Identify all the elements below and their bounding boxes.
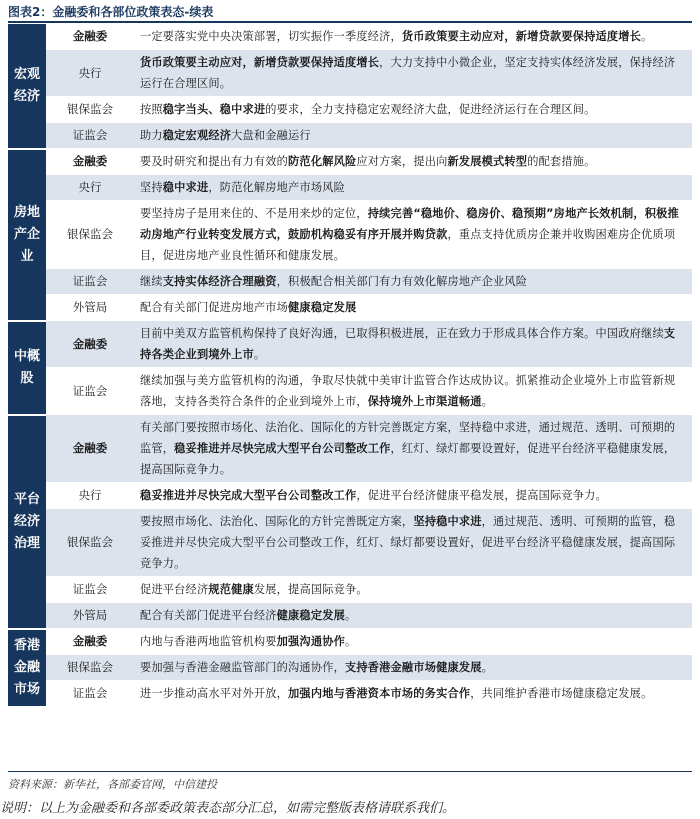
table-row — [8, 295, 692, 321]
table-row — [8, 577, 692, 603]
regulator-cell: 银保监会 — [46, 97, 134, 123]
statement-text: 目前中美双方监管机构保持了良好沟通，已取得积极进展，正在致力于形成具体合作方案。中国政府继续 — [140, 327, 664, 340]
regulator-cell: 央行 — [46, 175, 134, 201]
policy-statement-cell — [134, 269, 692, 295]
statement-text: 的要求，全力支持稳定宏观经济大盘，促进经济运行在合理区间。 — [265, 103, 596, 116]
regulator-cell: 证监会 — [46, 577, 134, 603]
regulator-cell: 金融委 — [46, 321, 134, 368]
statement-text: 继续加强与美方监管机构的沟通，争取尽快就中美审计监管合作达成协议。抓紧推动企业境外上市监管新规落地，支持各类符合条件的企业到境外上市， — [140, 374, 676, 408]
statement-text: 。 — [641, 30, 653, 43]
statement-text: 进一步推动高水平对外开放， — [140, 687, 289, 700]
regulator-cell: 证监会 — [46, 123, 134, 149]
emphasis-text: 健康稳定发展 — [288, 301, 357, 314]
regulator-cell: 银保监会 — [46, 509, 134, 577]
statement-text: 有关部门要按照市场化、法治化、国际化的方针完善既定方案，坚持稳中求进，通过规范、透明、可预期的监管， — [140, 421, 676, 455]
policy-statement-cell — [134, 483, 692, 509]
statement-text: ，促进平台经济健康平稳发展，提高国际竞争力。 — [356, 489, 607, 502]
statement-text: 要坚持房子是用来住的、不是用来炒的定位， — [140, 207, 368, 220]
emphasis-text: 持续完善“稳地价、稳房价、稳预期”房地产长效机制，积极推动房地产行业转变发展方式，鼓励机构稳妥有序开展并购贷款 — [140, 207, 679, 241]
statement-text: 。 — [481, 395, 494, 408]
category-cell: 香港金融市场 — [8, 629, 46, 707]
table-row — [8, 175, 692, 201]
title-rule — [8, 21, 692, 23]
policy-statement-cell — [134, 509, 692, 577]
statement-text: 发展，提高国际竞争。 — [253, 583, 368, 596]
policy-statement-cell — [134, 24, 692, 50]
statement-text: 继续 — [140, 275, 163, 288]
policy-statement-cell — [134, 629, 692, 655]
statement-text: 坚持 — [140, 181, 163, 194]
statement-text: ，通过规范、透明、可预期的监管，稳妥推进并尽快完成大型平台公司整改工作，红灯、绿灯都要设置好，促进平台经济平稳健康发展，提高国际竞争力。 — [140, 515, 676, 570]
table-row — [8, 368, 692, 415]
statement-text: 应对方案，提出向 — [356, 155, 448, 168]
source-note: 资料来源：新华社，各部委官网，中信建投 — [8, 778, 217, 791]
figure-title: 图表2：金融委和各部位政策表态-续表 — [8, 5, 214, 19]
emphasis-text: 货币政策要主动应对，新增贷款要保持适度增长 — [140, 56, 380, 69]
explanation-note: 说明：以上为金融委和各部委政策表态部分汇总，如需完整版表格请联系我们。 — [0, 801, 456, 816]
policy-statement-cell — [134, 655, 692, 681]
statement-text: 配合有关部门促进平台经济 — [140, 609, 277, 622]
emphasis-text: 稳妥推进并尽快完成大型平台公司整改工作 — [140, 489, 357, 502]
table-row — [8, 655, 692, 681]
table-row — [8, 269, 692, 295]
emphasis-text: 稳字当头、稳中求进 — [162, 103, 266, 116]
emphasis-text: 加强沟通协作 — [276, 635, 345, 648]
table-row — [8, 603, 692, 629]
statement-text: 要加强与香港金融监管部门的沟通协作， — [140, 661, 345, 674]
regulator-cell: 金融委 — [46, 415, 134, 483]
statement-text: 促进平台经济 — [140, 583, 209, 596]
emphasis-text: 健康稳定发展 — [276, 609, 345, 622]
policy-statement-cell — [134, 603, 692, 629]
table-row — [8, 483, 692, 509]
emphasis-text: 新发展模式转型 — [447, 155, 528, 168]
emphasis-text: 防范化解风险 — [288, 155, 357, 168]
table-row — [8, 321, 692, 368]
policy-table-wrap — [8, 24, 692, 708]
policy-statement-cell — [134, 201, 692, 269]
regulator-cell: 金融委 — [46, 149, 134, 175]
policy-table — [8, 24, 692, 708]
category-cell: 房地产企业 — [8, 149, 46, 321]
table-row — [8, 97, 692, 123]
table-row — [8, 629, 692, 655]
policy-statement-cell — [134, 175, 692, 201]
emphasis-text: 稳妥推进并尽快完成大型平台公司整改工作 — [174, 442, 391, 455]
policy-statement-cell — [134, 577, 692, 603]
regulator-cell: 证监会 — [46, 681, 134, 707]
emphasis-text: 加强内地与香港资本市场的务实合作 — [288, 687, 471, 700]
regulator-cell: 银保监会 — [46, 201, 134, 269]
statement-text: 要及时研究和提出有力有效的 — [140, 155, 289, 168]
policy-statement-cell — [134, 149, 692, 175]
statement-text: 要按照市场化、法治化、国际化的方针完善既定方案， — [140, 515, 414, 528]
regulator-cell: 央行 — [46, 50, 134, 97]
policy-statement-cell — [134, 321, 692, 368]
emphasis-text: 坚持稳中求进 — [413, 515, 482, 528]
statement-text: 的配套措施。 — [527, 155, 596, 168]
table-row — [8, 50, 692, 97]
statement-text: 。 — [344, 635, 357, 648]
emphasis-text: 货币政策要主动应对，新增贷款要保持适度增长 — [401, 30, 642, 43]
emphasis-text: 保持境外上市渠道畅通 — [367, 395, 482, 408]
statement-text: 。 — [253, 348, 266, 361]
policy-statement-cell — [134, 97, 692, 123]
regulator-cell: 金融委 — [46, 24, 134, 50]
emphasis-text: 规范健康 — [208, 583, 254, 596]
table-row — [8, 149, 692, 175]
emphasis-text: 支持各类企业到境外上市 — [140, 327, 676, 361]
table-row — [8, 24, 692, 50]
policy-statement-cell — [134, 50, 692, 97]
emphasis-text: 稳定宏观经济 — [162, 129, 232, 142]
statement-text: 配合有关部门促进房地产市场 — [140, 301, 289, 314]
bottom-rule — [8, 771, 692, 772]
statement-text: 助力 — [140, 129, 163, 142]
emphasis-text: 稳中求进 — [162, 181, 209, 194]
statement-text: 大盘和金融运行 — [231, 129, 311, 142]
regulator-cell: 外管局 — [46, 295, 134, 321]
statement-text: ，共同维护香港市场健康稳定发展。 — [470, 687, 653, 700]
statement-text: 内地与香港两地监管机构要 — [140, 635, 277, 648]
statement-text: 按照 — [140, 103, 163, 116]
emphasis-text: 支持实体经济合理融资 — [162, 275, 277, 288]
regulator-cell: 金融委 — [46, 629, 134, 655]
regulator-cell: 银保监会 — [46, 655, 134, 681]
statement-text: 。 — [481, 661, 494, 674]
emphasis-text: 支持香港金融市场健康发展 — [344, 661, 482, 674]
policy-statement-cell — [134, 368, 692, 415]
table-row — [8, 415, 692, 483]
policy-statement-cell — [134, 681, 692, 707]
policy-table-body — [8, 24, 692, 707]
table-row — [8, 681, 692, 707]
table-row — [8, 201, 692, 269]
policy-statement-cell — [134, 415, 692, 483]
table-row — [8, 123, 692, 149]
policy-statement-cell — [134, 295, 692, 321]
statement-text: ，红灯、绿灯都要设置好，促进平台经济平稳健康发展，提高国际竞争力。 — [140, 442, 676, 476]
category-cell: 中概股 — [8, 321, 46, 415]
statement-text: ，重点支持优质房企兼并收购困难房企优质项目，促进房地产业良性循环和健康发展。 — [140, 228, 676, 262]
regulator-cell: 证监会 — [46, 269, 134, 295]
policy-statement-cell — [134, 123, 692, 149]
regulator-cell: 外管局 — [46, 603, 134, 629]
statement-text: 一定要落实党中央决策部署，切实振作一季度经济， — [140, 30, 402, 43]
statement-text: ，防范化解房地产市场风险 — [208, 181, 345, 194]
regulator-cell: 央行 — [46, 483, 134, 509]
statement-text: ，大力支持中小微企业，坚定支持实体经济发展，保持经济运行在合理区间。 — [140, 56, 676, 90]
category-cell: 宏观经济 — [8, 24, 46, 149]
statement-text: 。 — [344, 609, 357, 622]
statement-text: ，积极配合相关部门有力有效化解房地产企业风险 — [276, 275, 528, 288]
category-cell: 平台经济治理 — [8, 415, 46, 629]
table-row — [8, 509, 692, 577]
regulator-cell: 证监会 — [46, 368, 134, 415]
